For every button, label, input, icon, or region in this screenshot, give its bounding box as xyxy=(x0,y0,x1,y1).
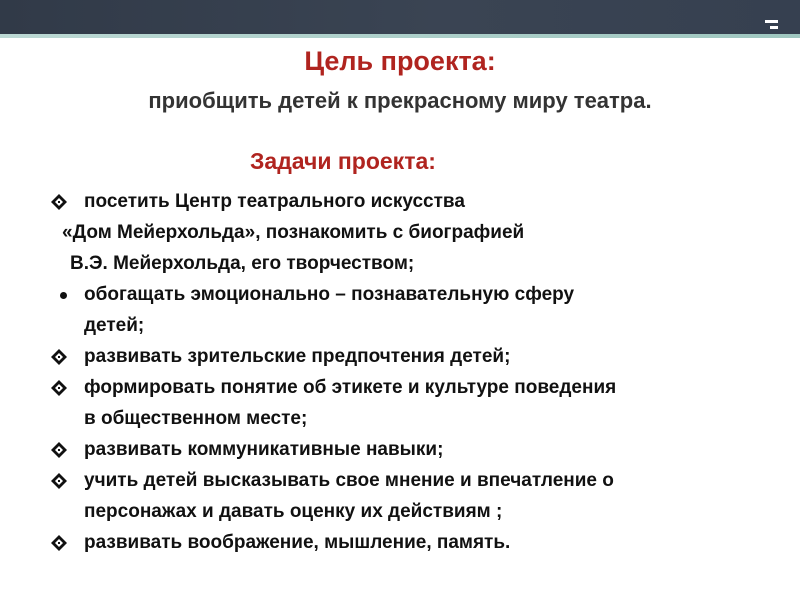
list-item xyxy=(40,496,780,527)
list-item-text: «Дом Мейерхольда», познакомить с биографией xyxy=(62,222,525,243)
list-item-text: обогащать эмоционально – познавательную сферу xyxy=(84,284,575,305)
list-item-text: развивать коммуникативные навыки; xyxy=(84,439,444,460)
ornamental-diamond-icon xyxy=(50,534,68,552)
list-item-text: детей; xyxy=(84,315,145,336)
list-item-text: развивать воображение, мышление, память. xyxy=(84,532,511,553)
list-item-text: персонажах и давать оценку их действиям ; xyxy=(84,501,503,522)
tasks-heading: Задачи проекта: xyxy=(250,148,436,174)
list-item xyxy=(40,434,780,465)
ornamental-diamond-icon xyxy=(50,193,68,211)
list-item xyxy=(40,248,780,279)
list-item-text: развивать зрительские предпочтения детей; xyxy=(84,346,511,367)
list-item xyxy=(40,372,780,403)
list-item-text: В.Э. Мейерхольда, его творчеством; xyxy=(70,253,415,274)
slide-top-accent xyxy=(0,34,800,38)
corner-lines-icon xyxy=(768,20,778,30)
slide-subtitle: приобщить детей к прекрасному миру театра. xyxy=(148,88,652,113)
list-item-text: учить детей высказывать свое мнение и впечатление о xyxy=(84,470,614,491)
list-item xyxy=(40,186,780,217)
ornamental-diamond-icon xyxy=(50,472,68,490)
list-item xyxy=(40,217,780,248)
list-item xyxy=(40,403,780,434)
slide-top-bar xyxy=(0,0,800,34)
ornamental-diamond-icon xyxy=(50,441,68,459)
slide-title: Цель проекта: xyxy=(304,46,496,76)
list-item xyxy=(40,341,780,372)
list-item xyxy=(40,310,780,341)
round-bullet-icon xyxy=(60,292,67,299)
list-item-text: посетить Центр театрального искусства xyxy=(84,191,465,212)
list-item xyxy=(40,279,780,310)
list-item-text: в общественном месте; xyxy=(84,408,308,429)
list-item xyxy=(40,527,780,558)
list-item-text: формировать понятие об этикете и культуре поведения xyxy=(84,377,617,398)
list-item xyxy=(40,465,780,496)
ornamental-diamond-icon xyxy=(50,379,68,397)
ornamental-diamond-icon xyxy=(50,348,68,366)
tasks-list xyxy=(40,186,780,558)
